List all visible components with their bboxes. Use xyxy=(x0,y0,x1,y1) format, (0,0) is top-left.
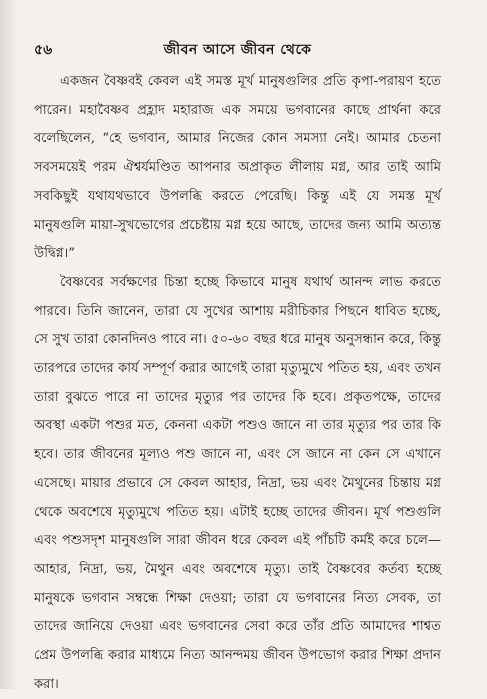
paragraph-1: একজন বৈষ্ণবই কেবল এই সমস্ত মূর্খ মানুষগুলির প্রতি কৃপা-পরায়ণ হতে পারেন। মহাবৈষ্ণব প্রহ্লাদ মহারাজ এক সময়ে ভগবানের কাছে প্রার্থনা করে বলেছিলেন, “হে ভগবান, আমার নিজের কোন সমস্যা নেই। আমার চেতনা সবসময়েই পরম ঐশ্বর্যমণ্ডিত আপনার অপ্রাকৃত লীলায় মগ্ন, আর তাই আমি সবকিছুই যথাযথভাবে উপলব্ধি করতে পেরেছি। কিন্তু এই যে সমস্ত মূর্খ মানুষগুলি মায়া-সুখভোগের প্রচেষ্টায় মগ্ন হয়ে আছে, তাদের জন্য আমি অত্যন্ত উদ্বিগ্ন।” xyxy=(34,74,441,262)
page-number: ৫৬ xyxy=(34,42,53,58)
page-header xyxy=(34,34,441,60)
paragraph-2: বৈষ্ণবের সর্বক্ষণের চিন্তা হচ্ছে কিভাবে মানুষ যথার্থ আনন্দ লাভ করতে পারবে। তিনি জানেন, তারা যে সুখের আশায় মরীচিকার পিছনে ধাবিত হচ্ছে, সে সুখ তারা কোনদিনও পাবে না। ৫০-৬০ বছর ধরে মানুষ অনুসন্ধান করে, কিন্তু তারপরে তাদের কার্য সম্পূর্ণ করার আগেই তারা মৃত্যুমুখে পতিত হয়, এবং তখন তারা বুঝতে পারে না তাদের মৃত্যুর পর তাদের কি হবে। প্রকৃতপক্ষে, তাদের অবস্থা একটা পশুর মত, কেননা একটা পশুও জানে না তার মৃত্যুর পর তার কি হবে। তার জীবনের মূল্যও পশু জানে না, এবং সে জানে না কেন সে এখানে এসেছে। মায়ার প্রভাবে সে কেবল আহার, নিদ্রা, ভয় এবং মৈথুনের চিন্তায় মগ্ন থেকে অবশেষে মৃত্যুমুখে পতিত হয়। এটাই হচ্ছে তাদের জীবন। মূর্খ পশুগুলি এবং পশুসদৃশ মানুষগুলি সারা জীবন ধরে কেবল এই পাঁচটি কর্মই করে চলে— আহার, নিদ্রা, ভয়, মৈথুন এবং অবশেষে মৃত্যু। তাই বৈষ্ণবের কর্তব্য হচ্ছে মানুষকে ভগবান সম্বন্ধে শিক্ষা দেওয়া; তারা যে ভগবানের নিত্য সেবক, তা তাদের জানিয়ে দেওয়া এবং ভগবানের সেবা করে তাঁর প্রতি আমাদের শাশ্বত প্রেম উপলব্ধি করার মাধ্যমে নিত্য আনন্দময় জীবন উপভোগ করার শিক্ষা প্রদান করা। xyxy=(34,274,441,692)
running-title: জীবন আসে জীবন থেকে xyxy=(163,42,312,58)
body-text xyxy=(34,68,441,699)
binding-shadow xyxy=(0,0,18,689)
